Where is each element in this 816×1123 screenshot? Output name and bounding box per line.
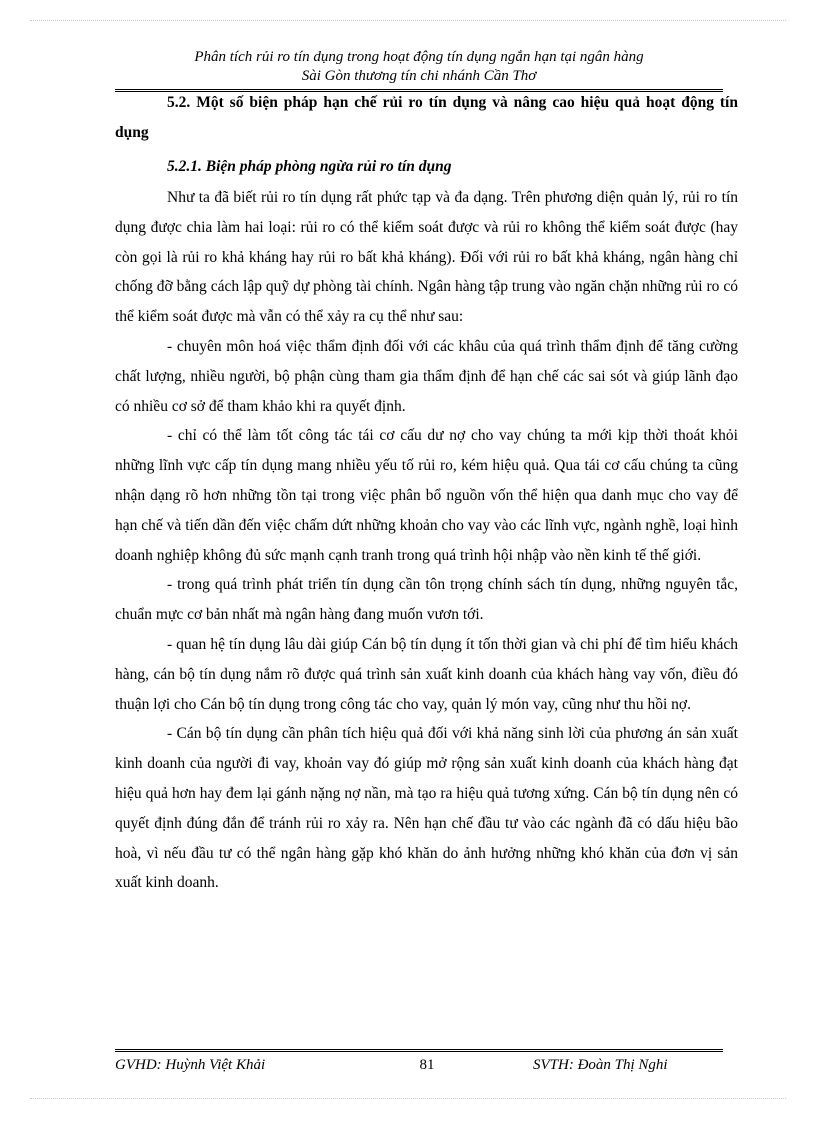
subsection-heading: 5.2.1. Biện pháp phòng ngừa rủi ro tín dụng	[167, 158, 452, 175]
page-number: 81	[419, 1057, 435, 1073]
paragraph-bullet-5: - Cán bộ tín dụng cần phân tích hiệu quả đối với khả năng sinh lời của phương án sản xuất kinh doanh của người đi vay, khoản vay đó giúp mở rộng sản xuất kinh doanh của khách hàng đạt hiệu quả hơn hay đem lại gánh nặng nợ nần, mà tạo ra hiệu quả tương xứng. Cán bộ tín dụng nên có quyết định đúng đắn để tránh rủi ro xảy ra. Nên hạn chế đầu tư vào các ngành đã có dấu hiệu bão hoà, vì nếu đầu tư có thể ngân hàng gặp khó khăn do ảnh hưởng những khó khăn của đơn vị sản xuất kinh doanh.	[115, 725, 738, 892]
footer-student: SVTH: Đoàn Thị Nghi	[533, 1057, 668, 1073]
paragraph-bullet-1: - chuyên môn hoá việc thẩm định đối với các khâu của quá trình thẩm định để tăng cường chất lượng, nhiều người, bộ phận cùng tham gia thẩm định để hạn chế các sai sót và giúp lãnh đạo có nhiều cơ sở để tham khảo khi ra quyết định.	[115, 337, 738, 415]
running-header	[115, 48, 723, 86]
header-line-1: Phân tích rủi ro tín dụng trong hoạt động tín dụng ngắn hạn tại ngân hàng	[194, 49, 644, 65]
paragraph-intro: Như ta đã biết rủi ro tín dụng rất phức tạp và đa dạng. Trên phương diện quản lý, rủi ro tín dụng được chia làm hai loại: rủi ro có thể kiểm soát được và rủi ro không thể kiểm soát được (hay còn gọi là rủi ro khả kháng hay rủi ro bất khả kháng). Đối với rủi ro bất khả kháng, ngân hàng chỉ chống đỡ bằng cách lập quỹ dự phòng tài chính. Ngân hàng tập trung vào ngăn chặn những rủi ro có thể kiểm soát được mà vẫn có thể xảy ra cụ thể như sau:	[115, 189, 738, 326]
page-body	[115, 88, 738, 898]
paragraph-bullet-4: - quan hệ tín dụng lâu dài giúp Cán bộ tín dụng ít tốn thời gian và chi phí để tìm hiểu khách hàng, cán bộ tín dụng nắm rõ được quá trình sản xuất kinh doanh của khách hàng vay vốn, điều đó thuận lợi cho Cán bộ tín dụng trong công tác cho vay, quản lý món vay, cũng như thu hồi nợ.	[115, 635, 738, 713]
paragraph-bullet-3: - trong quá trình phát triển tín dụng cần tôn trọng chính sách tín dụng, những nguyên tắc, chuẩn mực cơ bản nhất mà ngân hàng đang muốn vươn tới.	[115, 576, 738, 624]
footer-advisor: GVHD: Huỳnh Việt Khải	[115, 1057, 266, 1073]
footer-rule	[115, 1049, 723, 1052]
section-heading: 5.2. Một số biện pháp hạn chế rủi ro tín dụng và nâng cao hiệu quả hoạt động tín dụng	[115, 94, 738, 141]
page-border-top	[30, 20, 786, 21]
page-border-bottom	[30, 1098, 786, 1099]
paragraph-bullet-2: - chỉ có thể làm tốt công tác tái cơ cấu dư nợ cho vay chúng ta mới kịp thời thoát khỏi những lĩnh vực cấp tín dụng mang nhiều yếu tố rủi ro, kém hiệu quả. Qua tái cơ cấu chúng ta cũng nhận dạng rõ hơn những tồn tại trong việc phân bổ nguồn vốn thể hiện qua danh mục cho vay để hạn chế và tiến dần đến việc chấm dứt những khoản cho vay vào các lĩnh vực, ngành nghề, loại hình doanh nghiệp không đủ sức mạnh cạnh tranh trong quá trình hội nhập vào nền kinh tế thế giới.	[115, 427, 738, 564]
header-line-2: Sài Gòn thương tín chi nhánh Cần Thơ	[301, 68, 537, 84]
